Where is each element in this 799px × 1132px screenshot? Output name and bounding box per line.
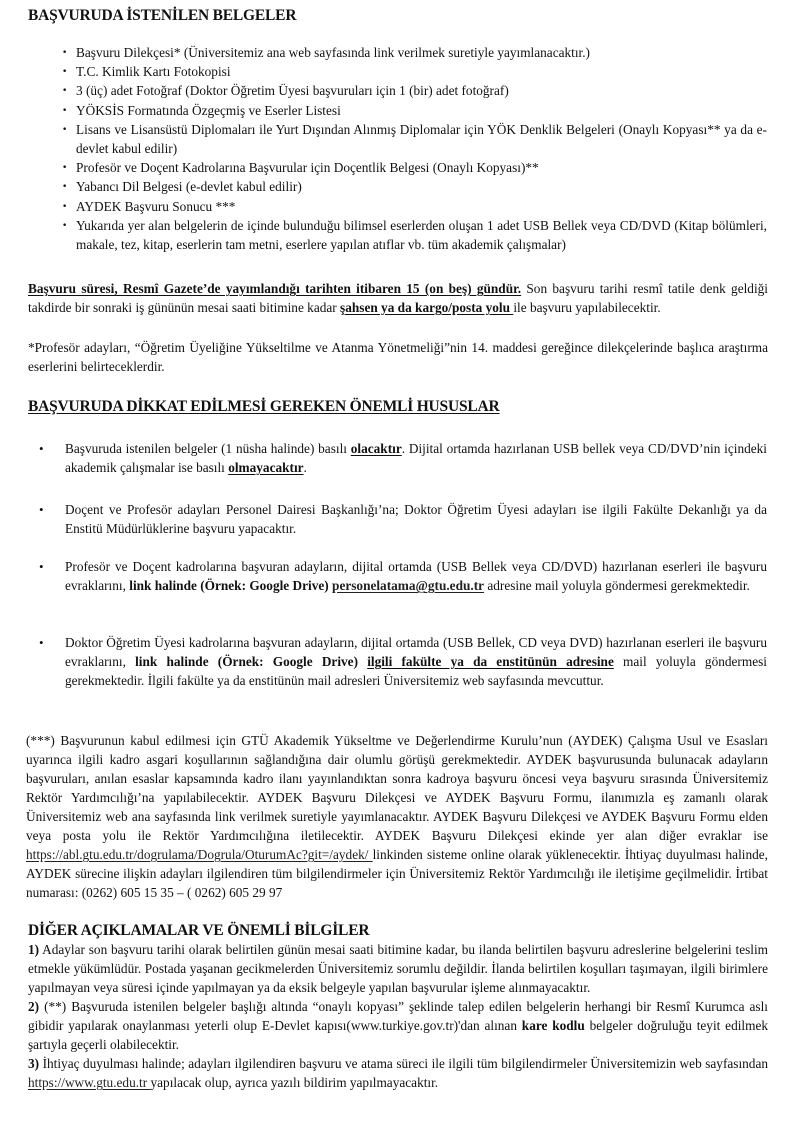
personnel-email-link[interactable]: personelatama@gtu.edu.tr [332, 578, 485, 593]
aydek-upload-link[interactable]: https://abl.gtu.edu.tr/dogrulama/Dogrula/OturumAc?git=/aydek/ [26, 847, 373, 862]
item-text: (**) Başvuruda istenilen belgeler başlığı altında “onaylı kopyası” şeklinde talep edilen belgelerin herhangi bir Resmî Kurumca aslı gibidir yapılarak onaylanması yeterli olup E-Devlet kapısı(www.turkiye.gov.tr)'dan alınan [28, 999, 768, 1033]
list-item: · Lisans ve Lisansüstü Diplomaları ile Yurt Dışından Alınmış Diplomalar için YÖK Denklik Belgeleri (Onaylı Kopyası** ya da e-devlet kabul edilir) [62, 120, 767, 158]
point-text: . Dijital ortamda hazırlanan USB bellek veya CD/DVD’nin içindeki akademik çalışmalar ise basılı [65, 441, 767, 475]
point-text: . [303, 460, 307, 475]
list-item: · Yukarıda yer alan belgelerin de içinde bulunduğu bilimsel eserlerden oluşan 1 adet USB Bellek veya CD/DVD (Kitap bölümleri, makale, tez, kitap, eserlerin tam metni, eserlere yapılan atıflar vb. tüm akademik çalışmalar) [62, 216, 767, 254]
point-text: adresine mail yoluyla göndermesi gerekmektedir. [484, 578, 750, 593]
bullet-icon: • [39, 502, 44, 517]
item-text: İhtiyaç duyulması halinde; adayları ilgilendiren başvuru ve atama süreci ile ilgili tüm bilgilendirmeler Üniversitemizin web sayfasından [39, 1056, 768, 1071]
section-title-required-documents: BAŞVURUDA İSTENİLEN BELGELER [28, 7, 297, 24]
gtu-website-link[interactable]: https://www.gtu.edu.tr [28, 1075, 151, 1090]
faculty-address-emphasis: ilgili fakülte ya da enstitünün adresine [367, 654, 614, 669]
required-documents-list [62, 43, 767, 254]
item-text: Adaylar son başvuru tarihi olarak belirtilen günün mesai saati bitimine kadar, bu ilanda belirtilen başvuru adreslerine belgelerini teslim etmekle yükümlüdür. Postada yaşanan gecikmelerden Üniversitemiz sorumlu değildir. İlanda belirtilen koşulları taşımayan, ilgili birimlere yapılmayan veya süresi içinde yapılmayan ya da eksik belgeyle yapılan başvurular işleme alınmayacaktır. [28, 942, 768, 995]
aydek-text-end: linkinden sisteme online olarak yüklenecektir. İhtiyaç duyulması halinde, AYDEK sürecine ilişkin adayları ilgilendiren tüm bilgilendirmeler için Üniversitemiz Rektör Yardımcılığı ile iletişime geçilmelidir. İrtibat numarası: (0262) 605 15 35 – ( 0262) 605 29 97 [26, 847, 768, 900]
important-point-3 [39, 557, 767, 595]
bullet-icon: • [39, 559, 44, 574]
list-item: · Yabancı Dil Belgesi (e-devlet kabul edilir) [62, 177, 767, 196]
application-period-text-end: ile başvuru yapılabilecektir. [513, 300, 661, 315]
important-point-2 [39, 500, 767, 538]
point-text: Profesör ve Doçent kadrolarına başvuran adayların, dijital ortamda (USB Bellek veya CD/DVD) hazırlanan eserleri ile başvuru evraklarını, [65, 559, 767, 593]
other-info-item-2 [28, 997, 768, 1054]
professor-note: *Profesör adayları, “Öğretim Üyeliğine Yükseltilme ve Atanma Yönetmeliği”nin 14. maddesi gereğince dilekçelerinde başlıca araştırma eserlerini belirteceklerdir. [28, 340, 768, 374]
list-item: · T.C. Kimlik Kartı Fotokopisi [62, 62, 767, 81]
aydek-text: (***) Başvurunun kabul edilmesi için GTÜ Akademik Yükseltme ve Değerlendirme Kurulu’nun (AYDEK) Çalışma Usul ve Esasları uyarınca ilgili kadro asgari koşullarının sağlandığına dair olumlu görüşü gerekmektedir. AYDEK başvurusunda bulunacak adayların başvuruları, anılan esaslar kapsamında kadro ilanı yayınlandıktan sonra kadroya başvuru öncesi veya başvuru sırasında Üniversitemiz Rektör Yardımcılığı’na yapılabilecektir. AYDEK Başvuru Dilekçesi ve AYDEK Başvuru Formu, ilanımızla eş zamanlı olarak Üniversitemiz web ana sayfasında link verilmek suretiyle yayımlanacaktır. AYDEK Başvuru Dilekçesi ve AYDEK Başvuru Formu elden veya posta yolu ile Rektör Yardımcılığına iletilecektir. AYDEK Başvuru Dilekçesi ekinde yer alan diğer evraklar ise [26, 733, 768, 843]
other-info-paragraphs [28, 940, 768, 1092]
item-number: 3) [28, 1056, 40, 1071]
important-point-1 [39, 439, 767, 477]
application-period-paragraph [28, 279, 768, 317]
list-item: · Başvuru Dilekçesi* (Üniversitemiz ana web sayfasında link verilmek suretiyle yayımlanacaktır.) [62, 43, 767, 62]
bullet-icon: • [39, 635, 44, 650]
bullet-icon: • [39, 441, 44, 456]
link-format-note: link halinde (Örnek: Google Drive) [129, 578, 329, 593]
application-period-deadline: Başvuru süresi, Resmî Gazete’de yayımlandığı tarihten itibaren 15 (on beş) gündür. [28, 281, 522, 296]
emphasis-will-be-printed: olacaktır [350, 441, 402, 456]
other-info-item-3 [28, 1054, 768, 1092]
section-title-important-points: BAŞVURUDA DİKKAT EDİLMESİ GEREKEN ÖNEMLİ HUSUSLAR [28, 398, 500, 415]
list-item: · 3 (üç) adet Fotoğraf (Doktor Öğretim Üyesi başvuruları için 1 (bir) adet fotoğraf) [62, 81, 767, 100]
item-number: 2) [28, 999, 40, 1014]
list-item: · AYDEK Başvuru Sonucu *** [62, 197, 767, 216]
point-text [358, 654, 367, 669]
application-method: şahsen ya da kargo/posta yolu [340, 300, 514, 315]
emphasis-will-not-be-printed: olmayacaktır [228, 460, 304, 475]
other-info-item-1 [28, 940, 768, 997]
qr-coded-emphasis: kare kodlu [521, 1018, 585, 1033]
important-point-4 [39, 633, 767, 690]
point-text: Doktor Öğretim Üyesi kadrolarına başvuran adayların, dijital ortamda (USB Bellek, CD veya DVD) hazırlanan eserleri ile başvuru evraklarını, [65, 635, 767, 669]
aydek-paragraph [26, 731, 768, 902]
item-number: 1) [28, 942, 40, 957]
application-period-text: Son başvuru tarihi resmî tatile denk geldiği takdirde bir sonraki iş gününün mesai saati bitimine kadar [28, 281, 768, 315]
item-text: yapılacak olup, ayrıca yazılı bildirim yapılmayacaktır. [150, 1075, 439, 1090]
item-text: belgeler doğruluğu teyit edilmek şartıyla geçerli olabilecektir. [28, 1018, 768, 1052]
link-format-note: link halinde (Örnek: Google Drive) [135, 654, 359, 669]
list-item: · YÖKSİS Formatında Özgeçmiş ve Eserler Listesi [62, 101, 767, 120]
point-text: mail yoluyla göndermesi gerekmektedir. İlgili fakülte ya da enstitünün mail adresleri Üniversitemiz web sayfasında mevcuttur. [65, 654, 767, 688]
point-text: Doçent ve Profesör adayları Personel Dairesi Başkanlığı’na; Doktor Öğretim Üyesi adayları ise ilgili Fakülte Dekanlığı ya da Enstitü Müdürlüklerine başvuru yapacaktır. [65, 502, 767, 536]
point-text: Başvuruda istenilen belgeler (1 nüsha halinde) basılı [65, 441, 351, 456]
list-item: · Profesör ve Doçent Kadrolarına Başvurular için Doçentlik Belgesi (Onaylı Kopyası)** [62, 158, 767, 177]
section-title-other-info: DİĞER AÇIKLAMALAR VE ÖNEMLİ BİLGİLER [28, 922, 370, 939]
